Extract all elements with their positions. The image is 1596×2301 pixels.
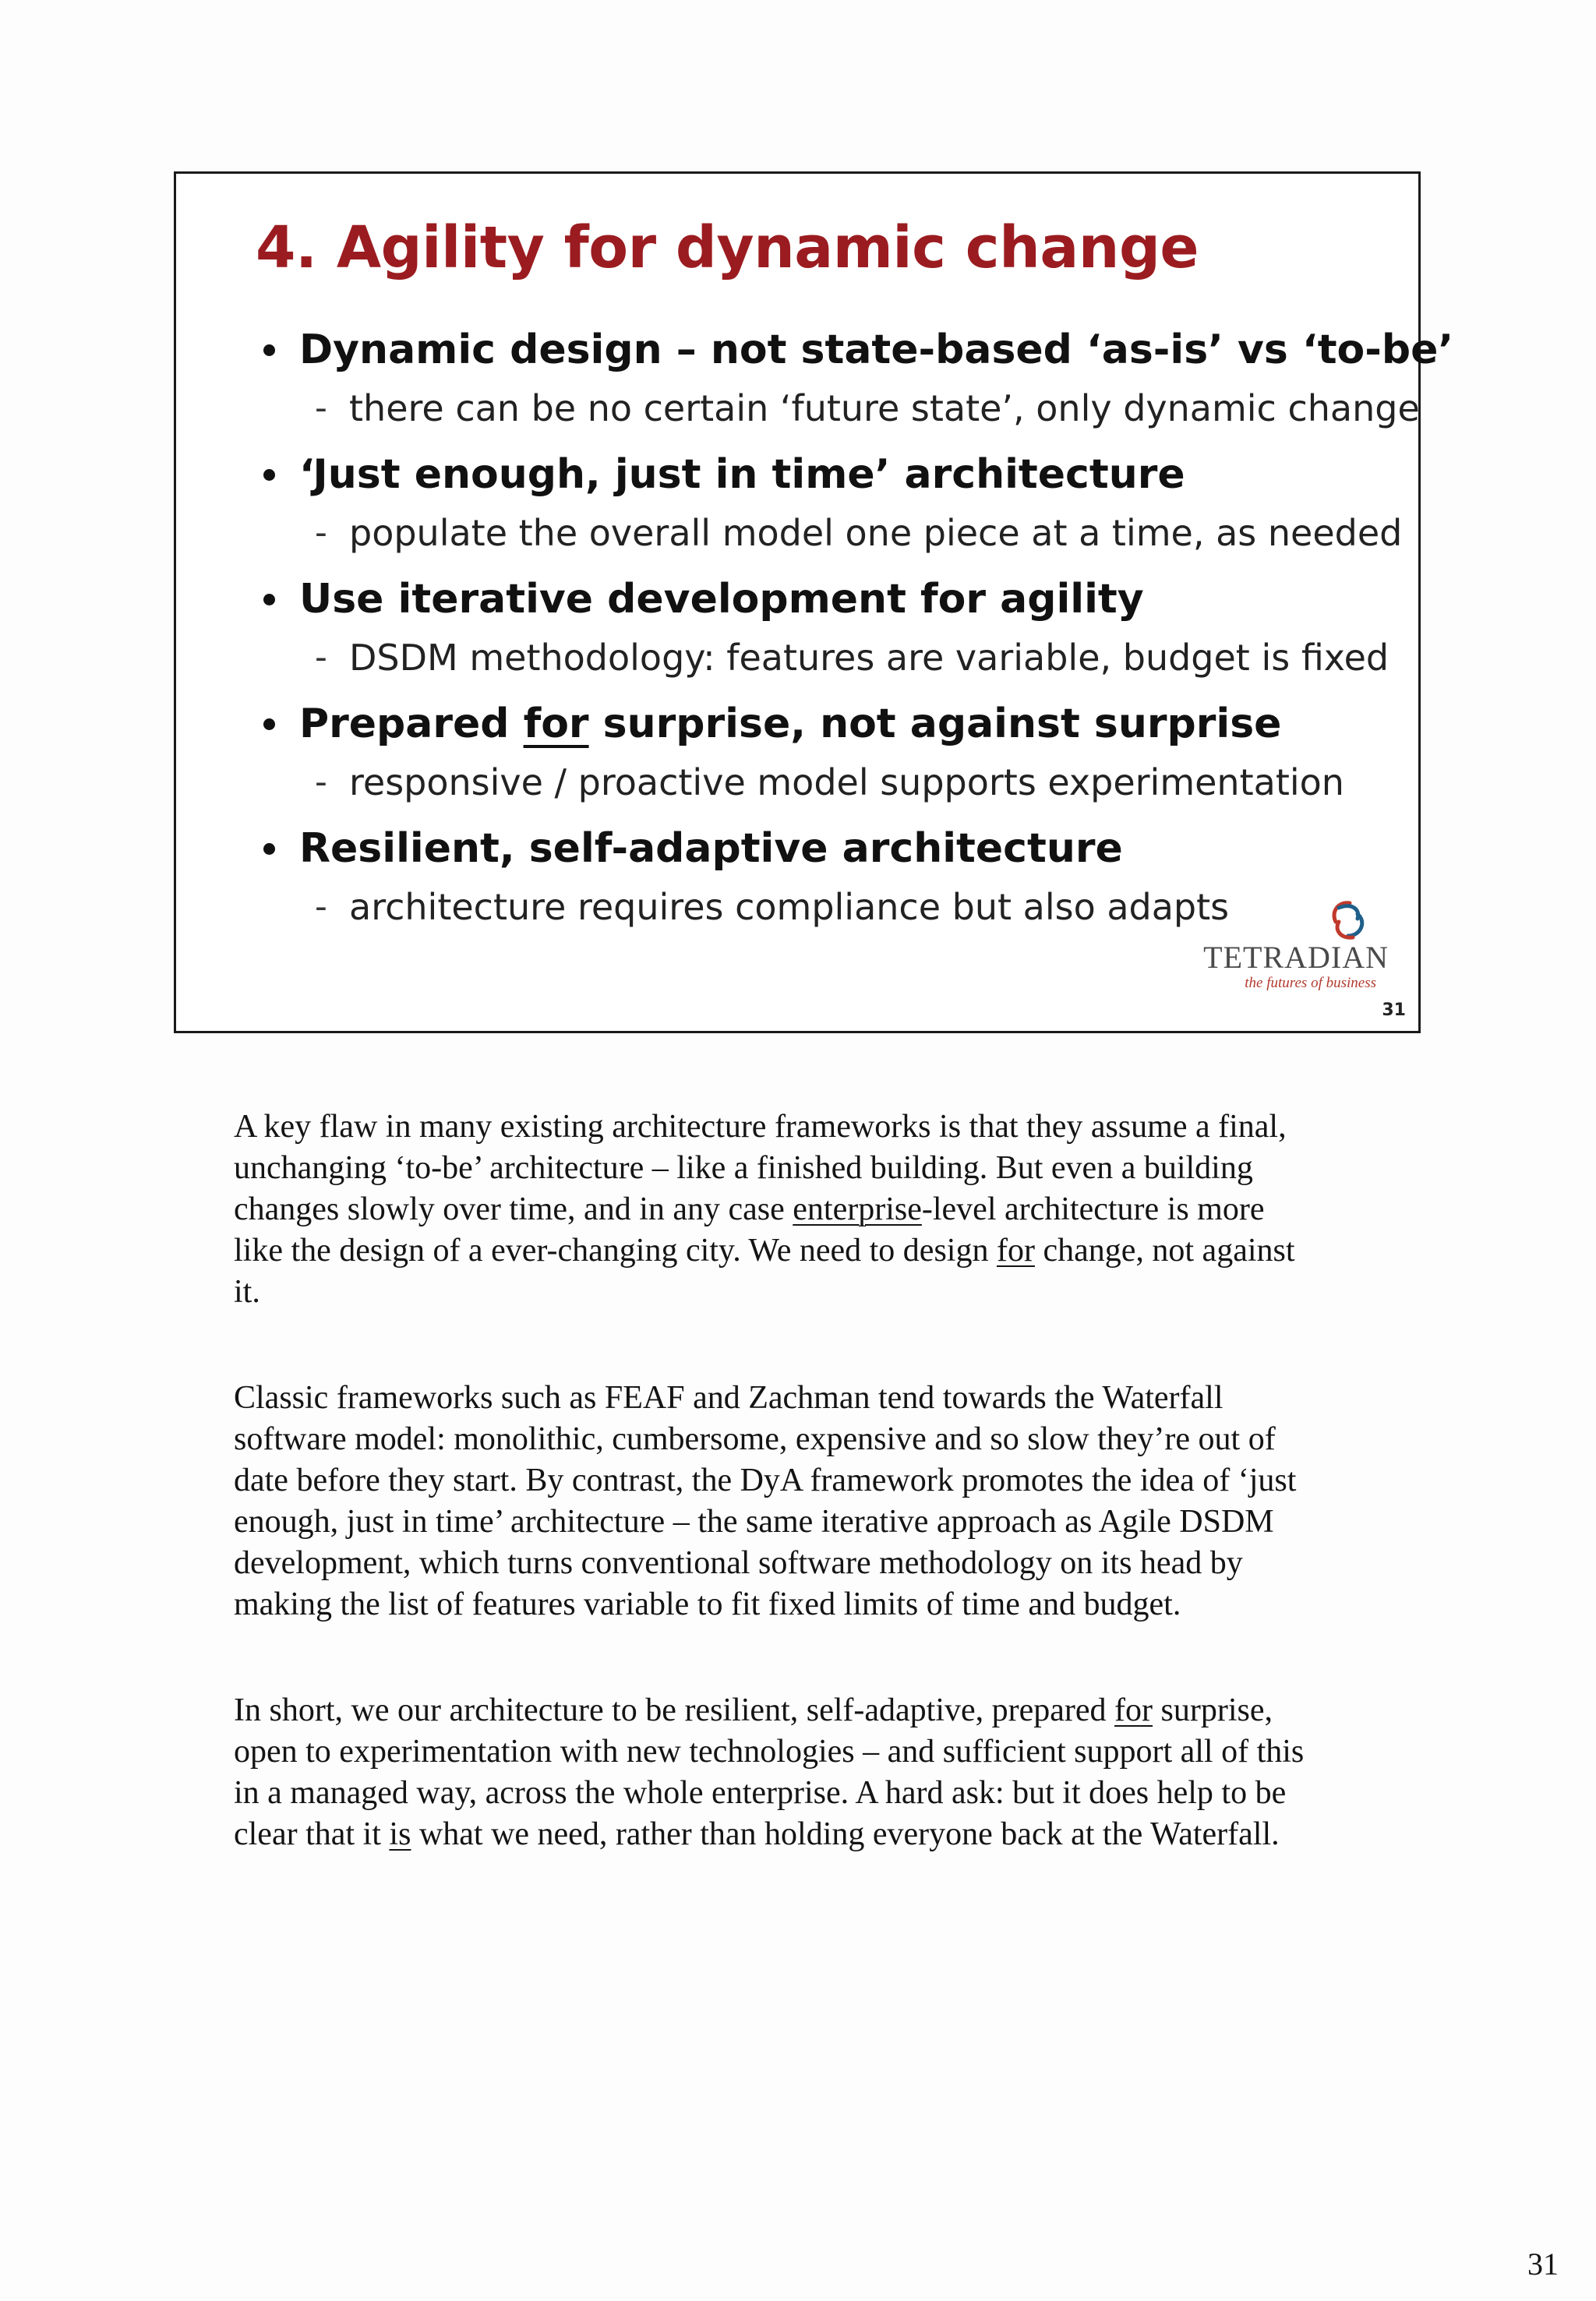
page-number: 31 [1527, 2246, 1559, 2282]
logo-name: TETRADIAN [1203, 940, 1389, 975]
slide-image [174, 171, 1454, 1033]
text-line: making the list of features variable to fit fixed limits of time and budget. [234, 1586, 1181, 1622]
bullet-list [256, 324, 1454, 948]
notes-paragraph-3 [234, 1690, 1364, 1855]
notes-paragraph-1 [234, 1106, 1364, 1313]
bullet-item [256, 449, 1403, 573]
text-line: In short, we our architecture to be resilient, self-adaptive, prepared for surprise, [234, 1692, 1273, 1728]
bullet-dot-icon [263, 469, 275, 481]
bullet-dot-icon [263, 718, 275, 730]
dash-icon: - [315, 762, 327, 802]
sub-bullet-text: there can be no certain ‘future state’, only dynamic change [349, 387, 1420, 429]
tetradian-logo [1194, 898, 1396, 1015]
bullet-dot-icon [263, 843, 275, 855]
text-line: like the design of a ever-changing city. We need to design for change, not against [234, 1233, 1295, 1269]
text-line: date before they start. By contrast, the DyA framework promotes the idea of ‘just [234, 1463, 1297, 1498]
text-line: Classic frameworks such as FEAF and Zachman tend towards the Waterfall [234, 1380, 1223, 1416]
sub-bullet-text: DSDM methodology: features are variable, budget is fixed [349, 637, 1389, 679]
bullet-item [256, 324, 1454, 449]
bullet-text: Prepared for surprise, not against surprise [299, 701, 1282, 747]
bullet-text: Dynamic design – not state-based ‘as-is’ vs ‘to-be’ [299, 326, 1454, 373]
text-line: in a managed way, across the whole enterprise. A hard ask: but it does help to be [234, 1775, 1287, 1811]
bullet-item [256, 698, 1393, 823]
swirl-logo-icon [1326, 898, 1373, 942]
bullet-dot-icon [263, 344, 275, 356]
sub-bullet-text: architecture requires compliance but also adapts [349, 886, 1230, 928]
dash-icon: - [315, 637, 327, 677]
slide-title: 4. Agility for dynamic change [256, 214, 1199, 281]
text-line: changes slowly over time, and in any case enterprise-level architecture is more [234, 1191, 1265, 1227]
dash-icon: - [315, 388, 327, 428]
underlined-word: enterprise [793, 1191, 922, 1227]
text-line: open to experimentation with new technologies – and sufficient support all of this [234, 1734, 1305, 1770]
bullet-text: Resilient, self-adaptive architecture [299, 825, 1123, 872]
text-line: clear that it is what we need, rather than holding everyone back at the Waterfall. [234, 1816, 1280, 1852]
underlined-word: for [1114, 1692, 1153, 1728]
text-line: unchanging ‘to-be’ architecture – like a finished building. But even a building [234, 1150, 1253, 1186]
text-line: it. [234, 1274, 260, 1310]
text-line: A key flaw in many existing architecture frameworks is that they assume a final, [234, 1109, 1287, 1145]
text-line: software model: monolithic, cumbersome, expensive and so slow they’re out of [234, 1421, 1276, 1457]
bullet-text: ‘Just enough, just in time’ architecture [299, 451, 1185, 498]
bullet-dot-icon [263, 594, 275, 605]
text-line: enough, just in time’ architecture – the same iterative approach as Agile DSDM [234, 1504, 1274, 1540]
logo-tagline: the futures of business [1245, 975, 1376, 991]
sub-bullet-text: responsive / proactive model supports experimentation [349, 761, 1344, 803]
slide-number: 31 [1382, 1001, 1406, 1020]
underlined-word: for [523, 701, 589, 747]
bullet-text: Use iterative development for agility [299, 576, 1144, 623]
underlined-word: for [996, 1233, 1035, 1269]
dash-icon: - [315, 887, 327, 926]
underlined-word: is [389, 1816, 411, 1852]
bullet-item [256, 573, 1393, 698]
notes-paragraph-2 [234, 1378, 1364, 1625]
sub-bullet-text: populate the overall model one piece at a time, as needed [349, 512, 1403, 554]
text-line: development, which turns conventional software methodology on its head by [234, 1545, 1243, 1581]
dash-icon: - [315, 513, 327, 552]
